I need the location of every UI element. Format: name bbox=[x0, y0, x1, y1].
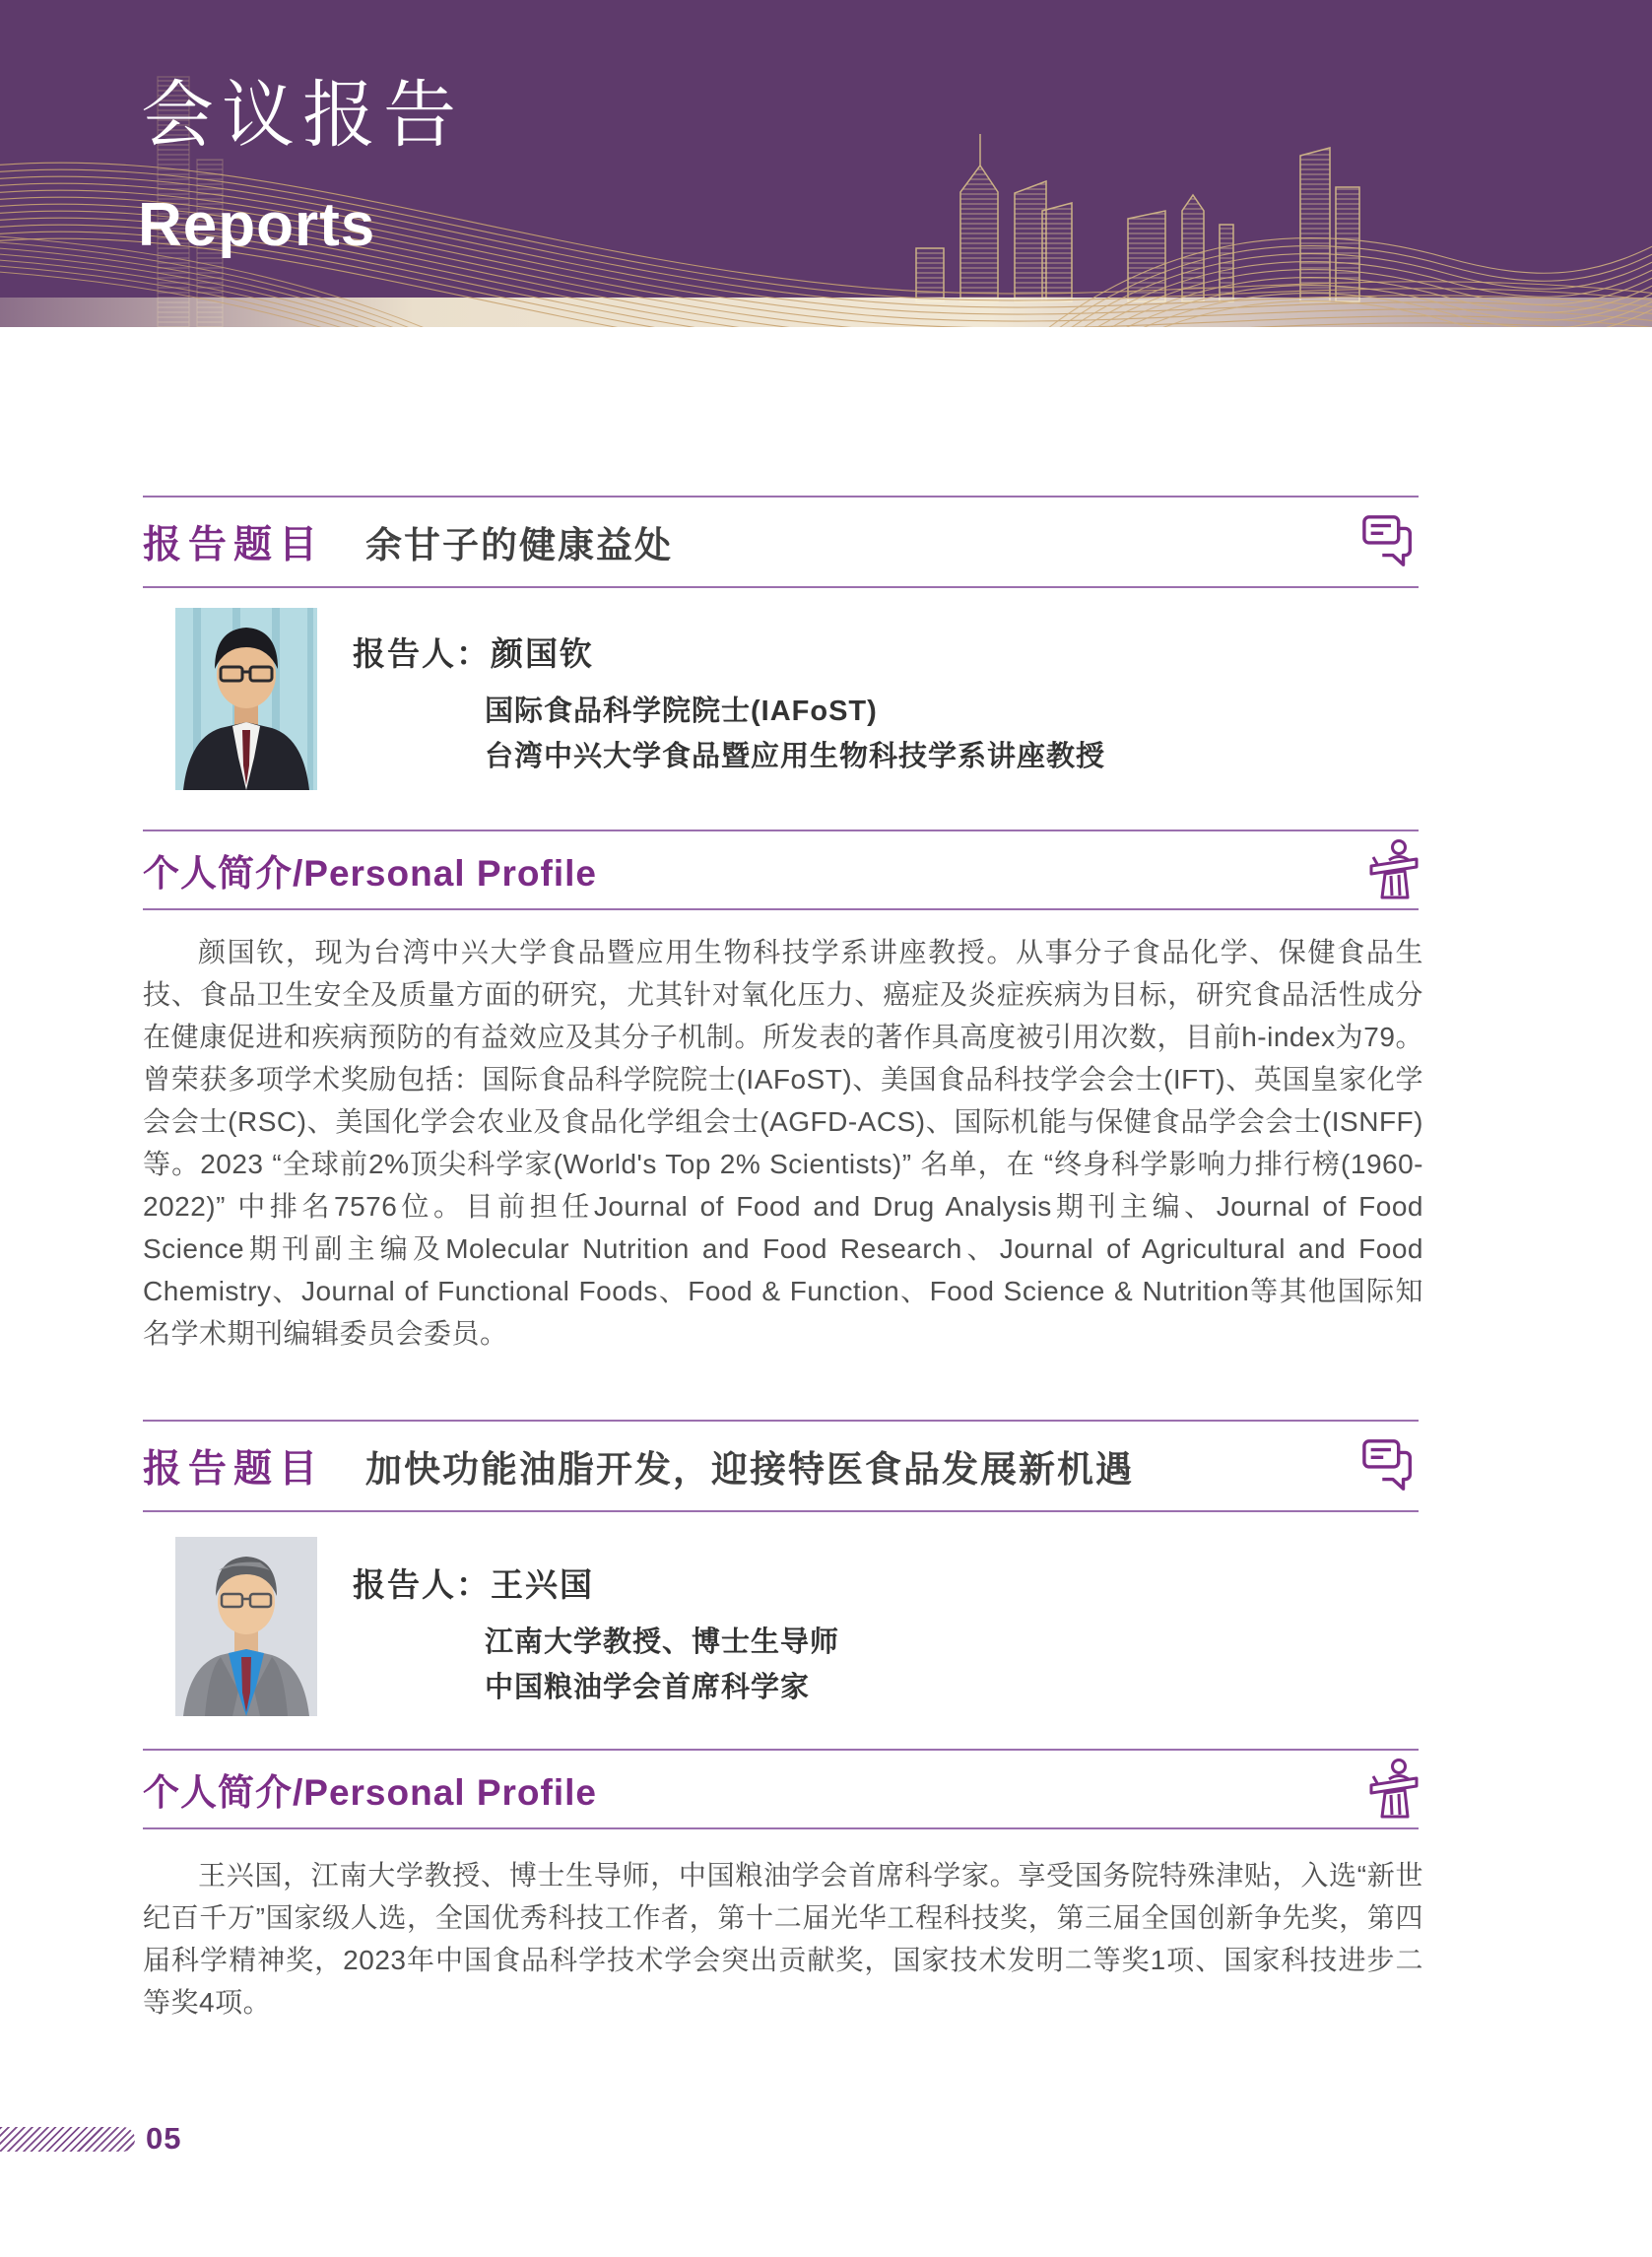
podium-speaker-icon bbox=[1363, 838, 1419, 901]
report-title-text: 余甘子的健康益处 bbox=[365, 525, 674, 565]
speaker-name: 颜国钦 bbox=[491, 635, 594, 672]
speaker-info bbox=[353, 635, 1105, 779]
personal-profile-band bbox=[143, 1749, 1419, 1829]
personal-profile-heading: 个人简介/Personal Profile bbox=[143, 1772, 597, 1813]
speaker-bio: 王兴国，江南大学教授、博士生导师，中国粮油学会首席科学家。享受国务院特殊津贴，入选“新世纪百千万”国家级人选，全国优秀科技工作者，第十二届光华工程科技奖，第三届全国创新争先奖，第四届科学精神奖，2023年中国食品科学技术学会突出贡献奖，国家技术发明二等奖1项、国家科技进步二等奖4项。 bbox=[143, 1860, 1423, 2018]
personal-profile-band bbox=[143, 830, 1419, 910]
report-title-label: 报告题目 bbox=[143, 1448, 325, 1491]
speaker-affiliation: 台湾中兴大学食品暨应用生物科技学系讲座教授 bbox=[485, 741, 1106, 772]
speaker-name: 王兴国 bbox=[491, 1566, 594, 1603]
report-title-label: 报告题目 bbox=[143, 524, 325, 566]
speaker-name-line bbox=[353, 1566, 839, 1604]
report-title-band bbox=[143, 1420, 1419, 1512]
page-header-banner bbox=[0, 0, 1652, 327]
speaker-bio: 颜国钦，现为台湾中兴大学食品暨应用生物科技学系讲座教授。从事分子食品化学、保健食品生技、食品卫生安全及质量方面的研究，尤其针对氧化压力、癌症及炎症疾病为目标，研究食品活性成分在健康促进和疾病预防的有益效应及其分子机制。所发表的著作具高度被引用次数，目前h-index为79。曾荣获多项学术奖励包括：国际食品科学院院士(IAFoST)、美国食品科技学会会士(IFT)、英国皇家化学会会士(RSC)、美国化学会农业及食品化学组会士(AGFD-ACS)、国际机能与保健食品学会会士(ISNFF)等。2023 “全球前2%顶尖科学家(World's Top 2% Scientists)” 名单，在 “终身科学影响力排行榜(1960-2022)” 中排名7576位。目前担任Journal of Food and Drug Analysis期刊主编、Journal of Food Science期刊副主编及Molecular Nutrition and Food Research、Journal of Agricultural and Food Chemistry、Journal of Functional Foods、Food & Function、Food Science & Nutrition等其他国际知名学术期刊编辑委员会委员。 bbox=[143, 937, 1423, 1349]
speaker-name-line bbox=[353, 635, 1105, 673]
page-title: 会议报告 bbox=[141, 74, 464, 156]
speaker-photo bbox=[175, 1537, 317, 1716]
speaker-affiliation: 江南大学教授、博士生导师 bbox=[485, 1626, 840, 1658]
personal-profile-heading: 个人简介/Personal Profile bbox=[143, 853, 597, 894]
report-title-band bbox=[143, 496, 1419, 588]
speaker-info bbox=[353, 1566, 839, 1710]
speaker-label: 报告人： bbox=[353, 635, 491, 672]
comments-icon bbox=[1361, 513, 1419, 570]
speaker-label: 报告人： bbox=[353, 1566, 491, 1603]
header-skyline-waves-decoration bbox=[0, 0, 1652, 327]
speaker-affiliation: 中国粮油学会首席科学家 bbox=[485, 1672, 811, 1703]
report-title-text: 加快功能油脂开发，迎接特医食品发展新机遇 bbox=[365, 1449, 1135, 1490]
footer-stripe-decoration bbox=[0, 2127, 135, 2152]
page-number: 05 bbox=[146, 2121, 182, 2156]
comments-icon bbox=[1361, 1437, 1419, 1494]
speaker-photo bbox=[175, 608, 317, 790]
speaker-affiliation: 国际食品科学院院士(IAFoST) bbox=[485, 696, 878, 727]
page-subtitle: Reports bbox=[138, 191, 376, 259]
podium-speaker-icon bbox=[1363, 1758, 1419, 1821]
